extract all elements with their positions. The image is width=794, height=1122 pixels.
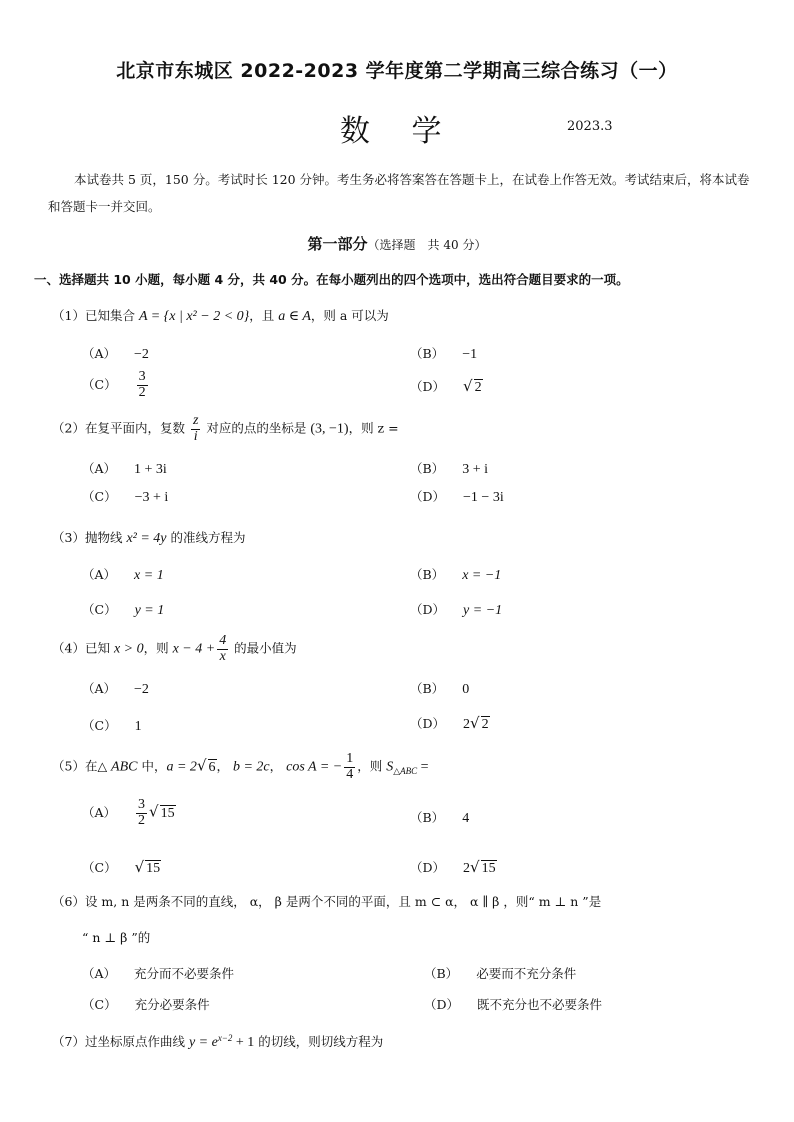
option-label: （A） — [82, 567, 117, 582]
fraction — [344, 752, 355, 782]
radicand: 15 — [160, 805, 175, 821]
denominator: 2 — [138, 812, 146, 828]
option-value: −2 — [134, 682, 149, 697]
option-4d — [410, 714, 490, 733]
option-3d — [410, 600, 502, 619]
question-6-continued: “ n ⊥ β ”的 — [82, 930, 151, 945]
question-number: （2） — [52, 420, 85, 436]
superscript: x−2 — [217, 1032, 233, 1043]
question-number: （5） — [52, 758, 85, 774]
question-number: （7） — [52, 1034, 85, 1049]
sqrt-icon: √ — [470, 714, 480, 732]
math-expression: y = e — [188, 1035, 218, 1050]
option-5a — [82, 798, 176, 828]
option-value: −1 — [462, 347, 478, 362]
option-label: （A） — [82, 461, 117, 476]
option-1a — [82, 344, 149, 363]
option-label: （A） — [82, 966, 117, 981]
option-value: 3 + i — [462, 462, 488, 477]
question-number: （4） — [52, 640, 85, 656]
option-label: （C） — [82, 376, 117, 392]
question-text: 中， — [137, 758, 167, 774]
option-4c — [82, 716, 142, 735]
math-expression: ABC — [111, 759, 138, 775]
question-text: 的切线，则切线方程为 — [254, 1034, 384, 1049]
fraction — [191, 414, 200, 444]
option-label: （B） — [410, 681, 445, 696]
option-value: y = 1 — [134, 603, 165, 618]
option-label: （B） — [410, 461, 445, 476]
question-text: 的最小值为 — [230, 640, 297, 656]
option-2b — [410, 459, 488, 478]
option-5d — [410, 858, 497, 877]
exam-instructions: 本试卷共 5 页，150 分。考试时长 120 分钟。考生务必将答案答在答题卡上，在试卷上作答无效。考试结束后，将本试卷和答题卡一并交回。 — [48, 172, 750, 214]
math-expression: x − 4 + — [172, 641, 216, 657]
option-label: （D） — [410, 379, 446, 394]
option-label: （C） — [82, 489, 117, 504]
math-expression: (3, −1) — [310, 421, 349, 437]
option-label: （B） — [424, 966, 459, 981]
part-heading — [0, 233, 794, 254]
question-text: 抛物线 — [84, 530, 127, 545]
math-expression: a = 2 — [166, 759, 197, 775]
coefficient: 2 — [463, 861, 471, 876]
question-number: （3） — [52, 530, 85, 545]
sqrt-icon: √ — [149, 802, 159, 821]
option-2d — [410, 487, 504, 506]
option-value: x = −1 — [462, 568, 502, 583]
numerator: 1 — [346, 751, 354, 766]
question-text: 过坐标原点作曲线 — [84, 1034, 189, 1049]
option-value: 4 — [462, 811, 470, 826]
question-2 — [52, 414, 399, 444]
question-text: = — [417, 759, 429, 775]
question-text: 已知 — [84, 640, 114, 656]
question-3 — [52, 528, 246, 547]
question-text: 设 m, n 是两条不同的直线， α， β 是两个不同的平面，且 m ⊂ α， α ∥ β ，则“ m ⊥ n ”是 — [84, 894, 602, 909]
denominator: x — [219, 648, 226, 664]
question-1 — [52, 306, 389, 325]
fraction — [136, 798, 147, 828]
question-text: ，则 — [357, 758, 387, 774]
sqrt-icon: √ — [463, 377, 473, 395]
option-6d — [424, 995, 602, 1013]
part-note: （选择题 共 40 分） — [367, 238, 487, 252]
option-1c — [82, 370, 150, 400]
math-expression: + 1 — [232, 1035, 255, 1050]
sqrt-icon: √ — [134, 858, 145, 876]
question-7 — [52, 1032, 383, 1051]
math-expression: b = 2c — [232, 759, 270, 775]
option-value: −3 + i — [134, 490, 169, 505]
radicand: 6 — [208, 759, 216, 775]
option-label: （C） — [82, 602, 117, 617]
question-6 — [52, 892, 601, 910]
math-expression: S — [386, 759, 394, 775]
fraction — [137, 370, 148, 400]
option-value: 充分必要条件 — [134, 997, 210, 1012]
option-label: （C） — [82, 860, 117, 875]
numerator: 3 — [138, 369, 146, 384]
option-value: 既不充分也不必要条件 — [477, 997, 603, 1012]
option-6c — [82, 995, 210, 1013]
coefficient: 2 — [463, 717, 471, 732]
question-number: （1） — [52, 308, 85, 323]
numerator: 3 — [138, 797, 146, 812]
option-4b — [410, 679, 469, 698]
option-value: 充分而不必要条件 — [134, 966, 235, 981]
option-5c — [82, 858, 161, 877]
question-number: （6） — [52, 894, 85, 909]
subscript: △ABC — [393, 766, 418, 777]
question-text: 对应的点的坐标是 — [202, 420, 311, 436]
math-expression: cos A = − — [286, 759, 343, 775]
option-value: y = −1 — [463, 603, 503, 618]
option-label: （D） — [424, 997, 460, 1012]
option-value: −2 — [134, 347, 149, 362]
denominator: i — [193, 428, 198, 444]
option-value: x = 1 — [134, 568, 164, 583]
sqrt-icon: √ — [196, 756, 207, 775]
option-label: （D） — [410, 489, 446, 504]
math-expression: a ∈ A — [278, 309, 311, 324]
part-title: 第一部分 — [307, 235, 368, 253]
option-1d — [410, 377, 483, 396]
option-label: （D） — [410, 860, 446, 875]
question-text: ，则 a 可以为 — [310, 308, 389, 323]
radicand: 2 — [474, 380, 482, 395]
section-heading: 一、选择题共 10 小题，每小题 4 分，共 40 分。在每小题列出的四个选项中，选出符合题目要求的一项。 — [34, 272, 629, 287]
question-text: 在△ — [84, 758, 112, 774]
option-2a — [82, 459, 167, 478]
option-label: （A） — [82, 804, 117, 820]
math-expression: x² = 4y — [126, 531, 167, 546]
question-text: 在复平面内，复数 — [84, 420, 189, 436]
option-label: （D） — [410, 716, 446, 731]
option-value: 0 — [462, 682, 470, 697]
question-text: ，且 — [249, 308, 279, 323]
option-value: −1 − 3i — [463, 490, 504, 505]
exam-date: 2023.3 — [567, 119, 613, 134]
option-1b — [410, 344, 477, 363]
question-text: 已知集合 — [84, 308, 139, 323]
numerator: 4 — [219, 633, 227, 648]
exam-title: 北京市东城区 2022-2023 学年度第二学期高三综合练习（一） — [116, 60, 678, 82]
question-text: ， — [269, 758, 287, 774]
option-value: 1 — [134, 719, 142, 734]
option-4a — [82, 679, 149, 698]
option-label: （A） — [82, 346, 117, 361]
option-label: （B） — [410, 567, 445, 582]
option-value: 1 + 3i — [134, 462, 167, 477]
question-text: ， — [216, 758, 233, 774]
question-text: ，则 — [143, 640, 173, 656]
question-text: 的准线方程为 — [166, 530, 246, 545]
radicand: 15 — [481, 861, 496, 876]
option-3a — [82, 565, 164, 584]
sqrt-icon: √ — [470, 858, 480, 876]
option-6a — [82, 964, 234, 982]
denominator: 2 — [138, 384, 146, 400]
option-3b — [410, 565, 501, 584]
option-label: （D） — [410, 602, 446, 617]
math-expression: A = {x | x² − 2 < 0} — [138, 309, 250, 324]
option-3c — [82, 600, 164, 619]
option-6b — [424, 964, 576, 982]
option-label: （C） — [82, 997, 117, 1012]
numerator: z — [192, 413, 199, 428]
option-label: （B） — [410, 810, 445, 825]
question-5 — [52, 752, 429, 782]
option-2c — [82, 487, 168, 506]
option-label: （B） — [410, 346, 445, 361]
question-text: ，则 z = — [348, 420, 399, 436]
denominator: 4 — [346, 766, 354, 782]
question-4 — [52, 634, 297, 664]
option-label: （A） — [82, 681, 117, 696]
option-value: 必要而不充分条件 — [476, 966, 577, 981]
math-expression: x > 0 — [113, 641, 144, 657]
fraction — [217, 634, 228, 664]
option-label: （C） — [82, 718, 117, 733]
subject-title: 数 学 — [340, 114, 458, 149]
radicand: 2 — [481, 717, 489, 732]
radicand: 15 — [146, 861, 161, 876]
option-5b — [410, 808, 469, 827]
